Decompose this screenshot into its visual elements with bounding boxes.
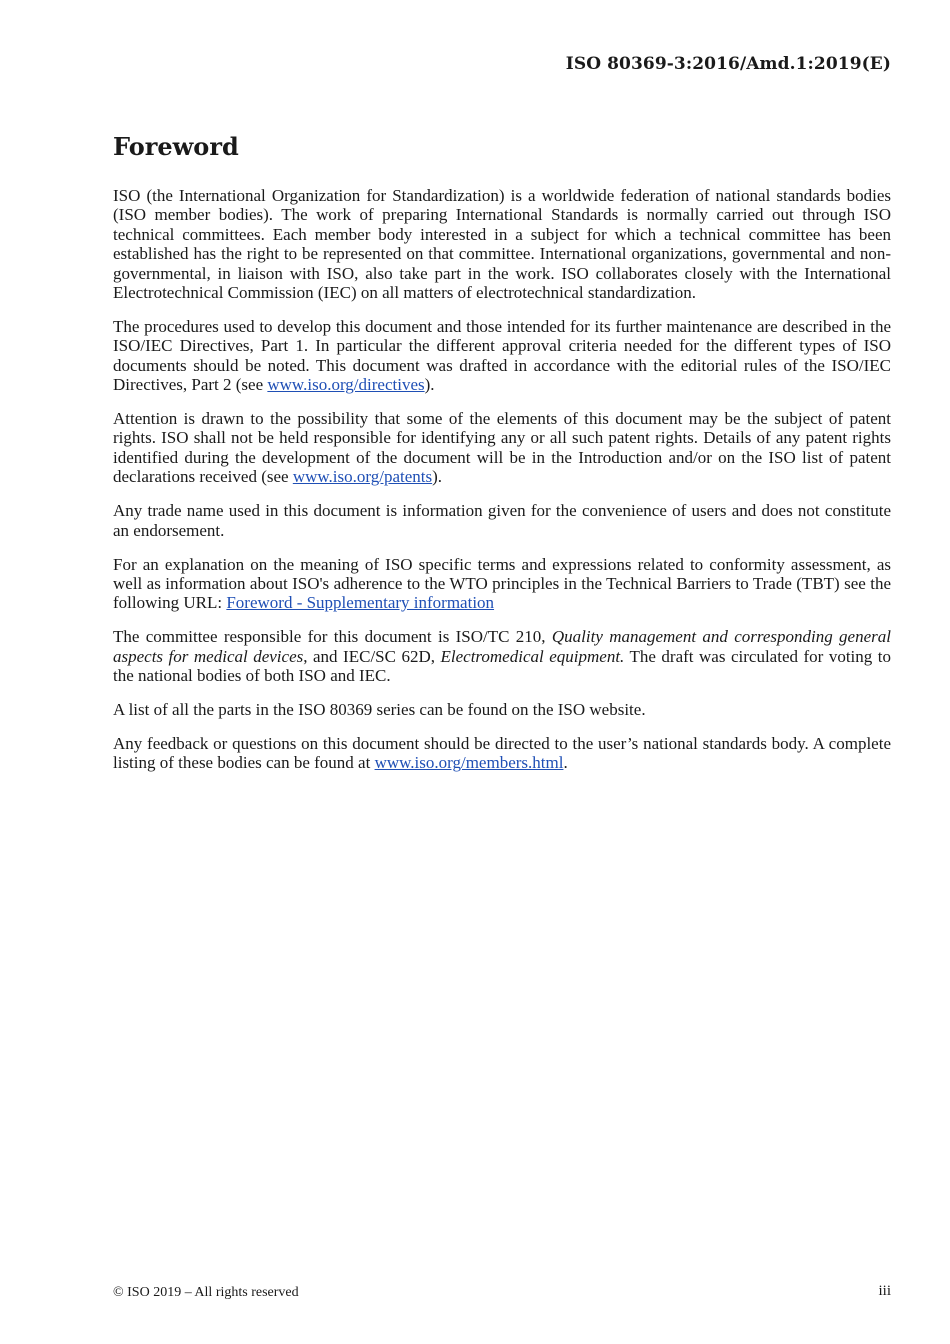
supplementary-info-link[interactable]: Foreword - Supplementary information [226,593,495,613]
document-id: ISO 80369-3:2016/Amd.1:2019(E) [565,54,891,74]
committee-text-2: , and IEC/SC 62D, [303,646,441,666]
paragraph-procedures-end: ). [424,375,435,395]
paragraph-trade-name: Any trade name used in this document is information given for the convenience of users and does not constitute an endorsement. [113,501,891,540]
committee-name-iec: Electromedical equipment. [440,646,625,666]
footer-copyright: © ISO 2019 – All rights reserved [113,1285,299,1300]
paragraph-iso-intro: ISO (the International Organization for Standardization) is a worldwide federation of national standards bodies (ISO member bodies). The work of preparing International Standards is normally carried out through ISO technical committees. Each member body interested in a subject for which a technical committee has been established has the right to be represented on that committee. International organizations, governmental and non-governmental, in liaison with ISO, also take part in the work. ISO collaborates closely with the International Electrotechnical Commission (IEC) on all matters of electrotechnical standardization. [113,186,891,303]
paragraph-explanation-text: For an explanation on the meaning of ISO specific terms and expressions related to conformity assessment, as well as information about ISO's adherence to the WTO principles in the Technical Barriers to Trade (TBT) see the following URL: [113,554,891,613]
paragraph-explanation [113,555,891,613]
foreword-body [113,186,891,787]
page-number: iii [878,1283,891,1299]
paragraph-series: A list of all the parts in the ISO 80369 series can be found on the ISO website. [113,699,646,719]
members-link[interactable]: www.iso.org/members.html [374,753,564,773]
paragraph-feedback-text: Any feedback or questions on this document should be directed to the user’s national standards body. A complete listing of these bodies can be found at [113,733,891,773]
paragraph-procedures [113,317,891,395]
patents-link[interactable]: www.iso.org/patents [292,467,433,487]
paragraph-patents-end: ). [432,467,443,487]
committee-name-iso: Quality management and corresponding general aspects for medical devices [113,627,891,666]
paragraph-committee [113,627,891,685]
paragraph-feedback [113,734,891,773]
committee-text-3: The draft was circulated for voting to the national bodies of both ISO and IEC. [113,646,891,686]
committee-text-1: The committee responsible for this document is ISO/TC 210, [113,627,552,647]
directives-link[interactable]: www.iso.org/directives [267,375,425,395]
paragraph-patents [113,409,891,487]
paragraph-procedures-text: The procedures used to develop this document and those intended for its further maintenance are described in the ISO/IEC Directives, Part 1. In particular the different approval criteria needed for the different types of ISO documents should be noted. This document was drafted in accordance with the editorial rules of the ISO/IEC Directives, Part 2 (see [113,316,891,395]
paragraph-feedback-end: . [563,753,568,773]
paragraph-patents-text: Attention is drawn to the possibility that some of the elements of this document may be the subject of patent rights. ISO shall not be held responsible for identifying any or all such patent rights. Details of any patent rights identified during the development of the document will be in the Introduction and/or on the ISO list of patent declarations received (see [113,409,891,487]
page-title: Foreword [113,132,239,161]
